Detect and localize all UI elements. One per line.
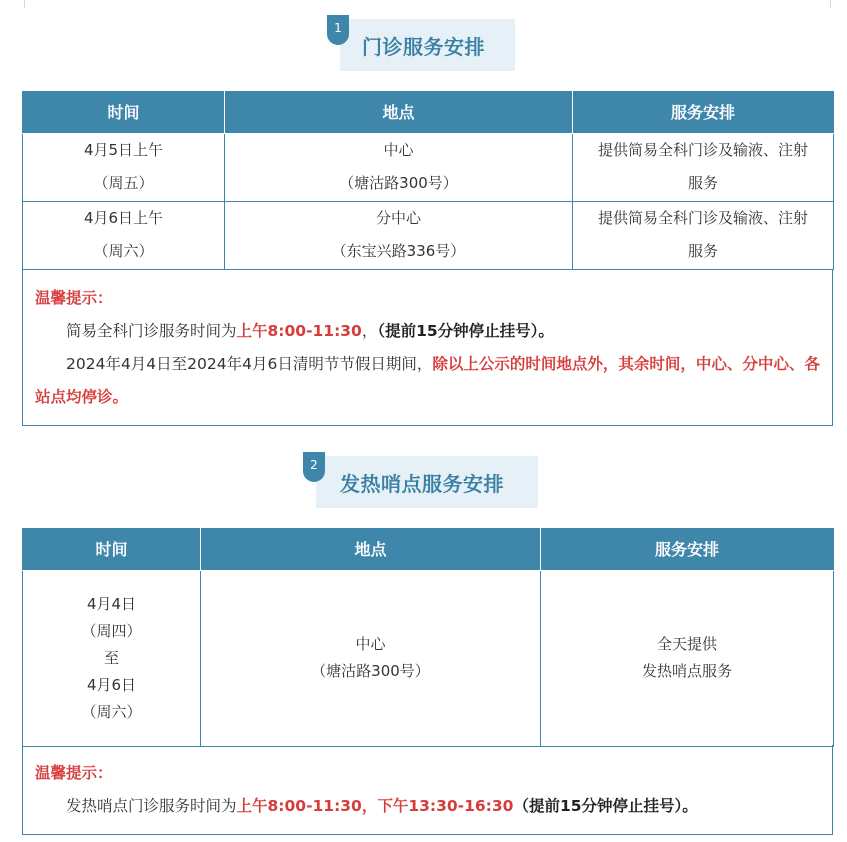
section1-title-text: 门诊服务安排 — [362, 34, 485, 59]
cell-service — [573, 133, 834, 201]
service-line1: 提供简易全科门诊及输液、注射 — [597, 141, 808, 159]
location-address: （东宝兴路336号） — [331, 242, 466, 260]
location-address: （塘沽路300号） — [339, 174, 458, 192]
section2-badge: 2 — [303, 452, 325, 482]
time-to: 至 — [103, 648, 119, 667]
section1-badge: 1 — [327, 15, 349, 45]
cell-location — [225, 133, 573, 201]
section1-title — [334, 19, 515, 71]
cell-time — [23, 570, 201, 746]
cell-location — [225, 201, 573, 269]
time-weekday: （周五） — [93, 174, 154, 192]
outpatient-schedule-table — [22, 91, 834, 270]
time-end-weekday: （周六） — [81, 702, 142, 721]
notice-time-highlight: 上午8:00-11:30，下午13:30-16:30 — [236, 797, 514, 815]
top-border — [24, 0, 831, 8]
table-row — [23, 201, 834, 269]
notice-text: 简易全科门诊服务时间为 — [66, 322, 237, 340]
header-location: 地点 — [225, 91, 573, 133]
header-time: 时间 — [23, 528, 201, 570]
header-time: 时间 — [23, 91, 225, 133]
notice-paragraph-1 — [35, 315, 822, 348]
cell-location — [201, 570, 541, 746]
service-line2: 发热哨点服务 — [641, 662, 732, 680]
time-date: 4月5日上午 — [83, 141, 164, 159]
notice-registration-cutoff: （提前15分钟停止挂号）。 — [377, 322, 554, 340]
notice-time-highlight: 上午8:00-11:30 — [236, 322, 362, 340]
fever-clinic-schedule-table — [22, 528, 834, 747]
notice-closure-highlight: 除以上公示的时间地点外，其余时间，中心、分中心、各站点均停诊。 — [35, 355, 820, 406]
location-name: 中心 — [355, 635, 386, 653]
service-line1: 全天提供 — [656, 635, 717, 653]
notice-heading: 温馨提示： — [35, 289, 113, 307]
table-row — [23, 133, 834, 201]
section2-notice — [22, 745, 833, 835]
location-address: （塘沽路300号） — [311, 662, 430, 680]
cell-service — [541, 570, 834, 746]
notice-paragraph-1 — [35, 790, 822, 823]
section2-title — [310, 456, 538, 508]
time-end-date: 4月6日 — [86, 675, 137, 694]
notice-text: 发热哨点门诊服务时间为 — [66, 797, 237, 815]
cell-time — [23, 201, 225, 269]
location-name: 分中心 — [375, 209, 421, 227]
service-line2: 服务 — [687, 242, 718, 260]
cell-service — [573, 201, 834, 269]
notice-text: 2024年4月4日至2024年4月6日清明节节假日期间， — [66, 355, 433, 373]
location-name: 中心 — [383, 141, 414, 159]
time-start-date: 4月4日 — [86, 594, 137, 613]
notice-registration-cutoff: （提前15分钟停止挂号）。 — [513, 797, 698, 815]
service-line1: 提供简易全科门诊及输液、注射 — [597, 209, 808, 227]
table-header-row — [23, 91, 834, 133]
notice-text: ， — [361, 322, 378, 340]
section2-title-text: 发热哨点服务安排 — [340, 471, 504, 496]
table-row — [23, 570, 834, 746]
table-header-row — [23, 528, 834, 570]
header-service: 服务安排 — [541, 528, 834, 570]
notice-paragraph-2 — [35, 348, 822, 414]
header-location: 地点 — [201, 528, 541, 570]
time-start-weekday: （周四） — [81, 621, 142, 640]
time-date: 4月6日上午 — [83, 209, 164, 227]
notice-heading: 温馨提示： — [35, 764, 113, 782]
cell-time — [23, 133, 225, 201]
time-weekday: （周六） — [93, 242, 154, 260]
section1-notice — [22, 270, 833, 426]
service-line2: 服务 — [687, 174, 718, 192]
header-service: 服务安排 — [573, 91, 834, 133]
